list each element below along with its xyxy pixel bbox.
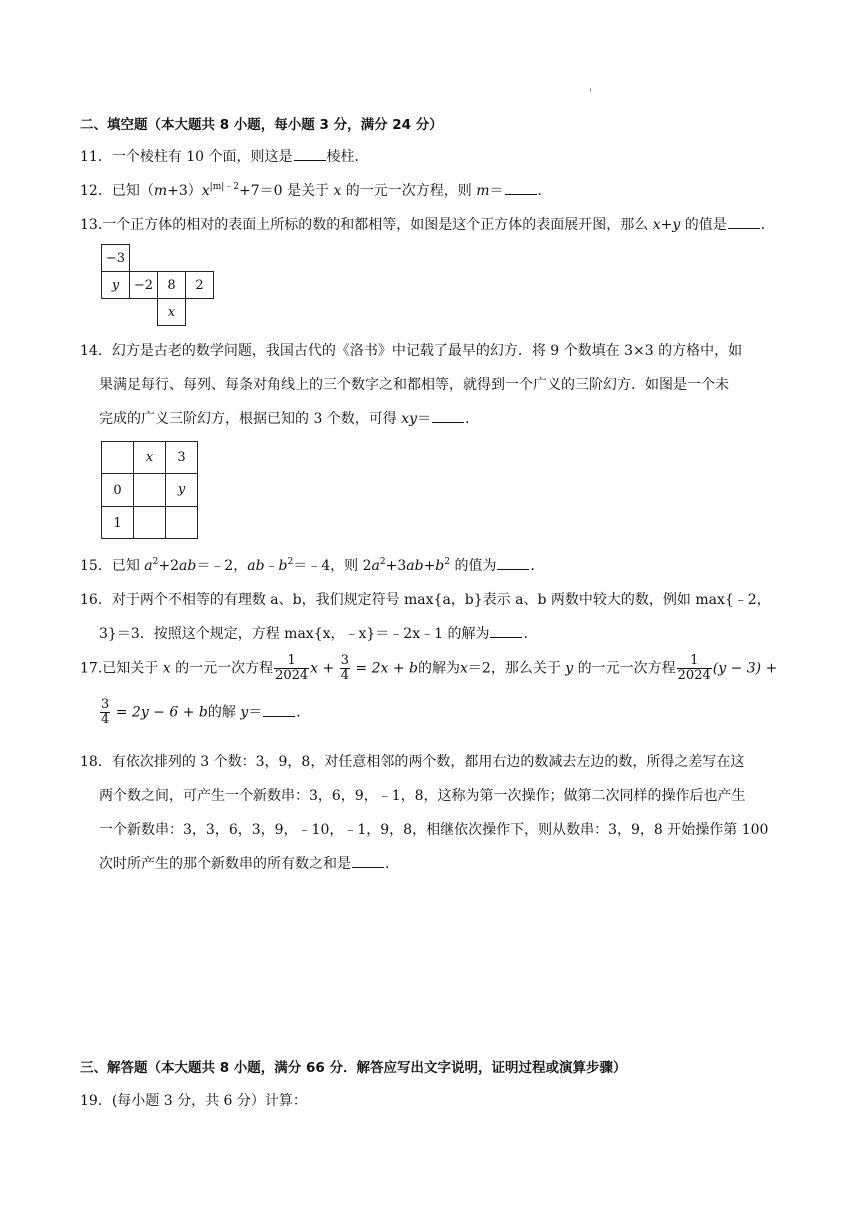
q12-text: 12．已知（ xyxy=(80,183,154,199)
question-18-line-1: 18．有依次排列的 3 个数：3，9，8，对任意相邻的两个数，都用右边的数减去左边的数，所得之差写在这 xyxy=(80,754,745,770)
q17-math: = 2x + b xyxy=(350,660,419,677)
q13-text: 13.一个正方体的相对的表面上所标的数的和都相等，如图是这个正方体的表面展开图，那么 xyxy=(80,217,653,233)
q15-var: ab xyxy=(179,558,197,574)
q15-text: ﹣ xyxy=(264,558,279,574)
q16-text: 3}＝3．按照这个规定，方程 max{x，﹣x}＝﹣2x﹣1 的解为 xyxy=(99,626,490,642)
grid-cell: 1 xyxy=(101,506,134,539)
q15-text: 15．已知 xyxy=(80,558,145,574)
q18-text: 次时所产生的那个新数串的所有数之和是 xyxy=(99,856,351,872)
q12-exponent: |m|﹣2 xyxy=(209,182,239,192)
q18-text-end: ． xyxy=(385,856,399,872)
grid-cell: 0 xyxy=(101,473,134,507)
q12-var-m: m xyxy=(153,183,168,199)
question-18-line-2: 两个数之间，可产生一个新数串：3，6，9，﹣1，8，这称为第一次操作；做第二次同样的操作后也产生 xyxy=(99,788,746,804)
q15-text: ＝﹣2， xyxy=(196,558,248,574)
fraction xyxy=(677,654,712,683)
q14-text: 完成的广义三阶幻方，根据已知的 3 个数，可得 xyxy=(99,411,402,427)
q18-answer-blank[interactable] xyxy=(352,855,384,868)
q17-text: 17.已知关于 xyxy=(80,660,163,677)
q15-var: ab xyxy=(406,558,424,574)
question-15 xyxy=(80,555,544,575)
grid-cell xyxy=(101,441,134,474)
q16-text-end: ． xyxy=(523,626,538,642)
q14-answer-blank[interactable] xyxy=(432,410,464,423)
section-3-title: 三、解答题（本大题共 8 小题，满分 66 分．解答应写出文字说明，证明过程或演算步骤） xyxy=(80,1060,627,1076)
q15-var: a xyxy=(144,558,153,574)
q17-math: (y − 3) + xyxy=(712,660,778,677)
grid-cell xyxy=(133,441,166,474)
q11-text: 11．一个棱柱有 10 个面，则这是 xyxy=(80,149,293,165)
q17-var: x xyxy=(460,660,468,677)
net-cell: −2 xyxy=(129,271,158,299)
q13-text: 的值是 xyxy=(680,217,727,233)
q15-sup: 2 xyxy=(379,557,386,567)
fraction xyxy=(274,654,309,683)
question-17-line-1 xyxy=(80,654,777,683)
net-var-x: x xyxy=(167,305,176,320)
q15-var: b xyxy=(435,558,445,574)
q15-text: + xyxy=(423,558,436,574)
net-cell xyxy=(101,271,130,299)
grid-cell xyxy=(165,473,198,507)
grid-var-x: x xyxy=(145,450,154,465)
q15-text: 的值为 xyxy=(450,558,497,574)
q14-text: ＝ xyxy=(417,411,432,427)
q14-text-end: ． xyxy=(465,411,480,427)
q17-text: 的一元一次方程 xyxy=(573,660,676,677)
question-13 xyxy=(80,214,775,234)
question-16-line-2 xyxy=(99,623,537,643)
question-18-line-4 xyxy=(99,853,399,873)
q12-var-x: x xyxy=(201,183,210,199)
net-var-y: y xyxy=(111,278,120,293)
q12-text: ＝ xyxy=(489,183,504,199)
q15-text: +3 xyxy=(385,558,407,574)
q17-answer-blank[interactable] xyxy=(263,704,295,717)
question-14-line-3 xyxy=(99,408,479,428)
q17-text-end: ． xyxy=(296,704,311,721)
denominator: 4 xyxy=(101,712,110,727)
section-2-title: 二、填空题（本大题共 8 小题，每小题 3 分，满分 24 分） xyxy=(80,117,443,133)
question-17-line-2 xyxy=(99,698,310,727)
q15-var: ab xyxy=(247,558,265,574)
question-14-line-1: 14．幻方是古老的数学问题，我国古代的《洛书》中记载了最早的幻方．将 9 个数填在 3×3 的方格中，如 xyxy=(80,343,743,359)
question-11 xyxy=(80,146,369,166)
grid-cell: 3 xyxy=(165,441,198,474)
q17-text: ＝2，那么关于 xyxy=(467,660,566,677)
denominator: 4 xyxy=(340,668,349,683)
question-12 xyxy=(80,180,552,200)
q15-text-end: ． xyxy=(530,558,545,574)
q15-text: +2 xyxy=(158,558,179,574)
q17-var: x xyxy=(162,660,171,677)
q15-answer-blank[interactable] xyxy=(497,557,529,570)
q17-text: ＝ xyxy=(248,704,263,721)
q17-text: 的一元一次方程 xyxy=(170,660,274,677)
q17-var: y xyxy=(240,704,249,721)
q15-sup: 2 xyxy=(152,557,159,567)
q14-expression: xy xyxy=(401,411,418,427)
numerator: 3 xyxy=(340,653,349,668)
grid-cell xyxy=(165,506,198,539)
q17-text: 的解为 xyxy=(418,660,461,677)
q17-text: 的解 xyxy=(207,704,241,721)
net-cell: 8 xyxy=(157,271,186,299)
q15-sup: 2 xyxy=(444,557,450,567)
q11-answer-blank[interactable] xyxy=(294,148,326,161)
q13-text-end: ． xyxy=(760,217,775,233)
numerator: 3 xyxy=(101,697,110,712)
question-18-line-3: 一个新数串：3，3，6，3，9，﹣10，﹣1，9，8，相继依次操作下，则从数串：3，9，8 开始操作第 100 xyxy=(99,822,769,838)
q15-var: b xyxy=(278,558,288,574)
question-16-line-1: 16．对于两个不相等的有理数 a、b，我们规定符号 max{a，b}表示 a、b 两数中较大的数，例如 max{﹣2， xyxy=(80,592,771,608)
page-mark xyxy=(590,88,591,92)
q12-text-end: ． xyxy=(537,183,552,199)
q12-text: +3） xyxy=(167,183,202,199)
q12-var-m: m xyxy=(476,183,490,199)
q16-answer-blank[interactable] xyxy=(490,625,522,638)
fraction xyxy=(340,654,350,683)
grid-cell xyxy=(133,506,166,539)
net-cell: 2 xyxy=(185,271,214,299)
fraction xyxy=(100,698,110,727)
question-14-line-2: 果满足每行、每列、每条对角线上的三个数字之和都相等，就得到一个广义的三阶幻方．如图是一个未 xyxy=(99,377,729,393)
denominator: 2024 xyxy=(677,668,711,683)
q12-text: +7＝0 是关于 xyxy=(238,183,334,199)
numerator: 1 xyxy=(274,654,309,669)
q17-math: = 2y − 6 + b xyxy=(111,704,208,721)
net-cell: −3 xyxy=(101,244,130,272)
q15-text: ＝﹣4，则 2 xyxy=(293,558,372,574)
q17-math: x + xyxy=(310,660,339,677)
q13-answer-blank[interactable] xyxy=(728,216,760,229)
q15-var: a xyxy=(371,558,380,574)
question-19: 19．(每小题 3 分，共 6 分）计算： xyxy=(80,1093,307,1109)
q11-text-end: 棱柱． xyxy=(326,149,369,165)
numerator: 1 xyxy=(677,654,712,669)
q12-answer-blank[interactable] xyxy=(505,182,537,195)
q15-sup: 2 xyxy=(287,557,294,567)
net-cell xyxy=(157,298,186,326)
q17-var: y xyxy=(565,660,574,677)
denominator: 2024 xyxy=(275,668,309,683)
q13-expression: x+y xyxy=(652,217,681,233)
grid-cell xyxy=(133,473,166,507)
q12-var-x: x xyxy=(333,183,342,199)
q12-text: 的一元一次方程，则 xyxy=(341,183,477,199)
grid-var-y: y xyxy=(177,482,186,497)
